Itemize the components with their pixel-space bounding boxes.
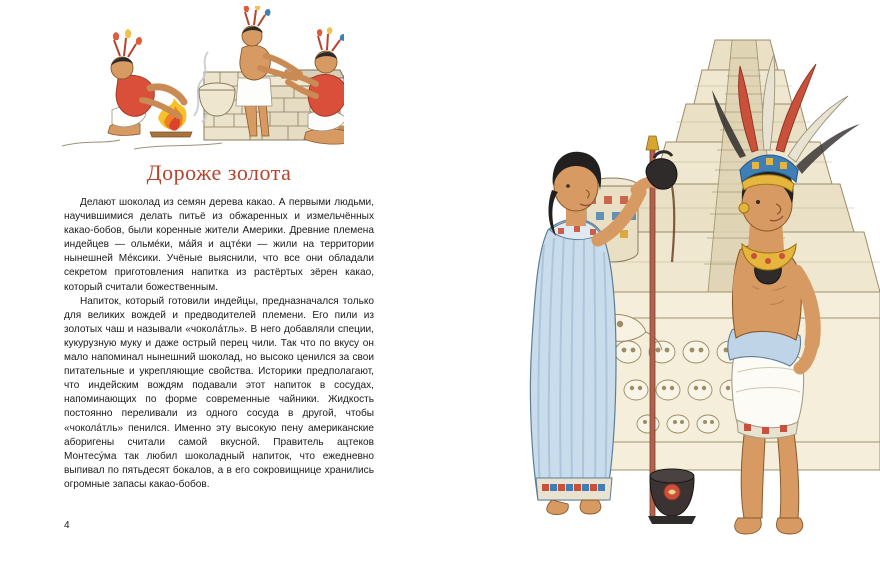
paragraph-1: Делают шоколад из семян дерева какао. А первыми людьми, научившимися делать питьё из обжаренных и измельчённых какао-бобов, были коренные жители Америки. Древние племена индейцев — ольмéки, мáйя и ацтéки — жили на территории нынешней Мéксики. Учёные выяснили, что все они обладали секретом приготовления напитка из растёртых зёрен какао, который считали божественным. <box>64 197 374 293</box>
aztec-ruler-and-servant-illustration <box>440 0 880 566</box>
aztecs-roasting-cacao-illustration <box>54 6 344 156</box>
page-number: 4 <box>64 520 70 531</box>
body-text <box>64 196 374 492</box>
paragraph-2: Напиток, который готовили индейцы, предназначался только для великих вождей и предводителей племени. Его пили из золотых чаш и называли «чоколáтль». В него добавляли специи, кукурузную муку и даже острый перец чили. Так что по вкусу он мало напоминал нынешний шоколад, но высоко ценился за свои питательные и укрепляющие свойства. Историки предполагают, что индейским вождям подавали этот напиток в сосудах, напоминающих по форме современные чайники. Жидкость постоянно переливали из одного сосуда в другой, чтобы «чоколáтль» пенился. Именно эту высокую пену американские аборигены считали самой вкусной. Правитель ацтеков Монтесýма так любил шоколадный напиток, что ежедневно выпивал по пятьдесят бокалов, а в его сокровищнице хранились огромные запасы какао-бобов. <box>64 295 374 490</box>
right-page <box>440 0 880 566</box>
chapter-title: Дороже золота <box>146 160 292 185</box>
